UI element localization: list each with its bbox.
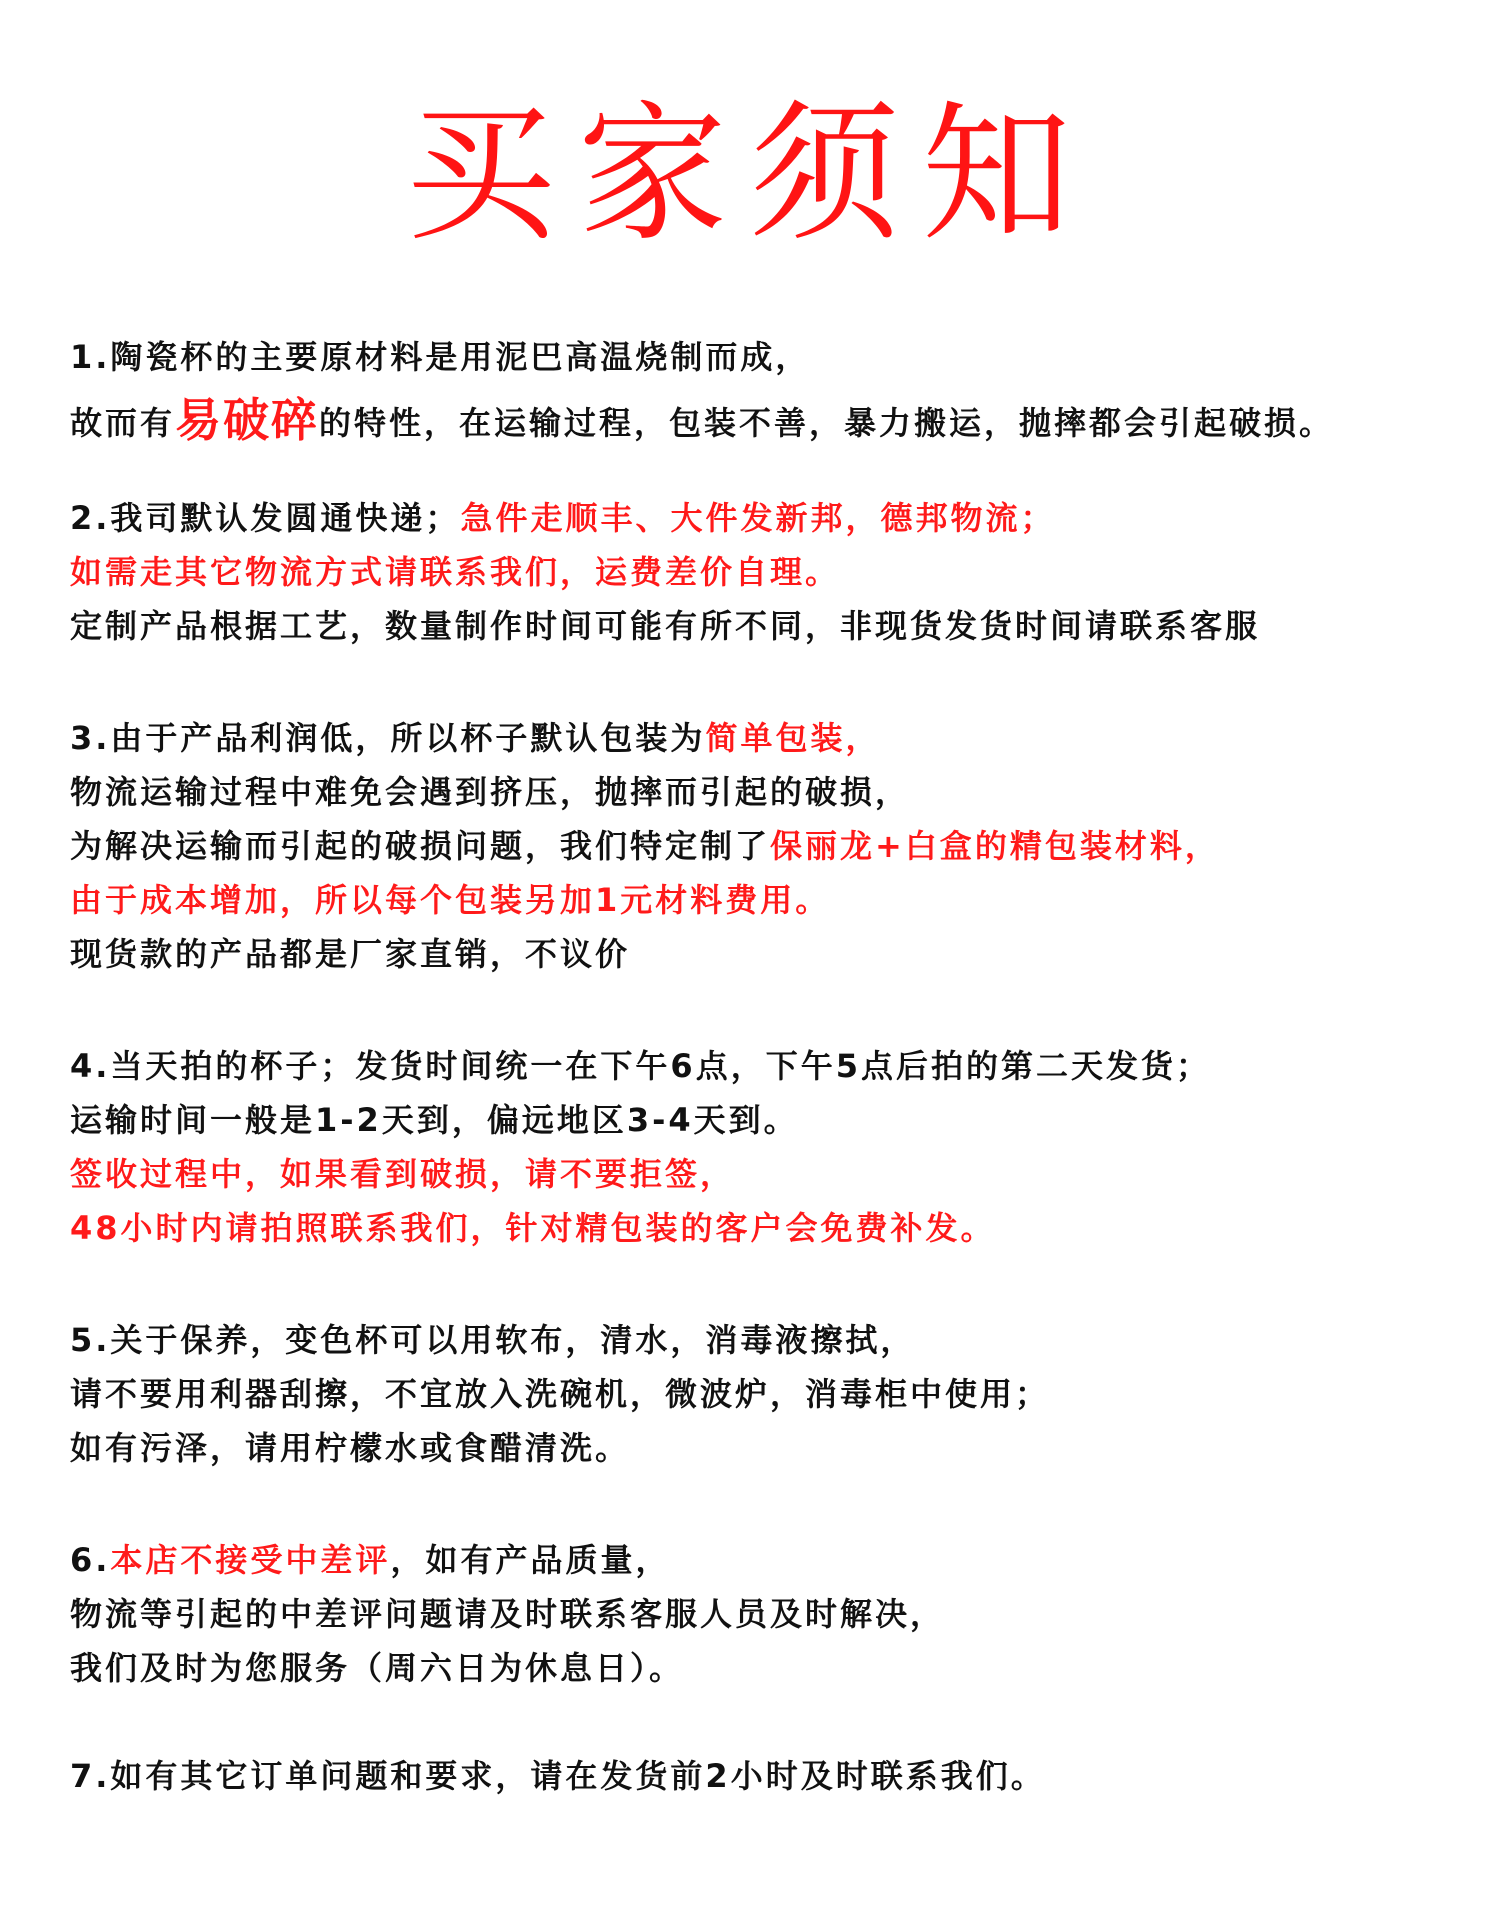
section-4-line-2: 运输时间一般是1-2天到，偏远地区3-4天到。 [70,1101,799,1139]
section-6-line-3: 我们及时为您服务（周六日为休息日）。 [70,1649,685,1687]
section-3-line-3 [70,826,1220,866]
section-2-line-1 [70,498,1055,538]
section-1-line-1: 1.陶瓷杯的主要原材料是用泥巴高温烧制而成， [70,338,811,376]
section-5-line-2: 请不要用利器刮擦，不宜放入洗碗机，微波炉，消毒柜中使用； [70,1375,1051,1413]
section-1-line-2 [70,393,1335,447]
section-3-line-1 [70,718,880,758]
fragile-highlight: 易破碎 [175,393,320,447]
section-3-line-4: 由于成本增加，所以每个包装另加1元材料费用。 [70,881,831,919]
section-3-highlight-b: 保丽龙+白盒的精包装材料， [770,827,1220,865]
section-7-line-1: 7.如有其它订单问题和要求，请在发货前2小时及时联系我们。 [70,1757,1046,1795]
section-2-highlight: 急件走顺丰、大件发新邦，德邦物流； [460,499,1056,537]
section-5-line-3: 如有污泽，请用柠檬水或食醋清洗。 [70,1429,631,1467]
section-6-number: 6. [70,1541,111,1579]
section-6-highlight: 本店不接受中差评 [110,1541,391,1579]
section-6-text: ，如有产品质量， [390,1541,671,1579]
section-3-text-b: 为解决运输而引起的破损问题，我们特定制了 [70,827,771,865]
section-2-line-3: 定制产品根据工艺，数量制作时间可能有所不同，非现货发货时间请联系客服 [70,607,1261,645]
section-3-line-5: 现货款的产品都是厂家直销，不议价 [70,935,631,973]
section-6-line-2: 物流等引起的中差评问题请及时联系客服人员及时解决， [70,1595,946,1633]
section-2-line-2: 如需走其它物流方式请联系我们，运费差价自理。 [70,553,841,591]
section-4-line-1: 4.当天拍的杯子；发货时间统一在下午6点，下午5点后拍的第二天发货； [70,1047,1211,1085]
section-3-line-2: 物流运输过程中难免会遇到挤压，抛摔而引起的破损， [70,773,911,811]
section-6-line-1 [70,1540,670,1580]
section-1-text: 故而有 [70,404,176,442]
page-title: 买家须知 [405,88,1094,262]
section-3-text: 3.由于产品利润低，所以杯子默认包装为 [70,719,706,757]
section-1-text-tail: 的特性，在运输过程，包装不善，暴力搬运，抛摔都会引起破损。 [319,404,1335,442]
section-4-line-3: 签收过程中，如果看到破损，请不要拒签， [70,1155,736,1193]
section-2-text: 2.我司默认发圆通快递； [70,499,461,537]
section-5-line-1: 5.关于保养，变色杯可以用软布，清水，消毒液擦拭， [70,1321,916,1359]
section-4-line-4: 48小时内请拍照联系我们，针对精包装的客户会免费补发。 [70,1209,996,1247]
section-3-highlight: 简单包装， [705,719,881,757]
